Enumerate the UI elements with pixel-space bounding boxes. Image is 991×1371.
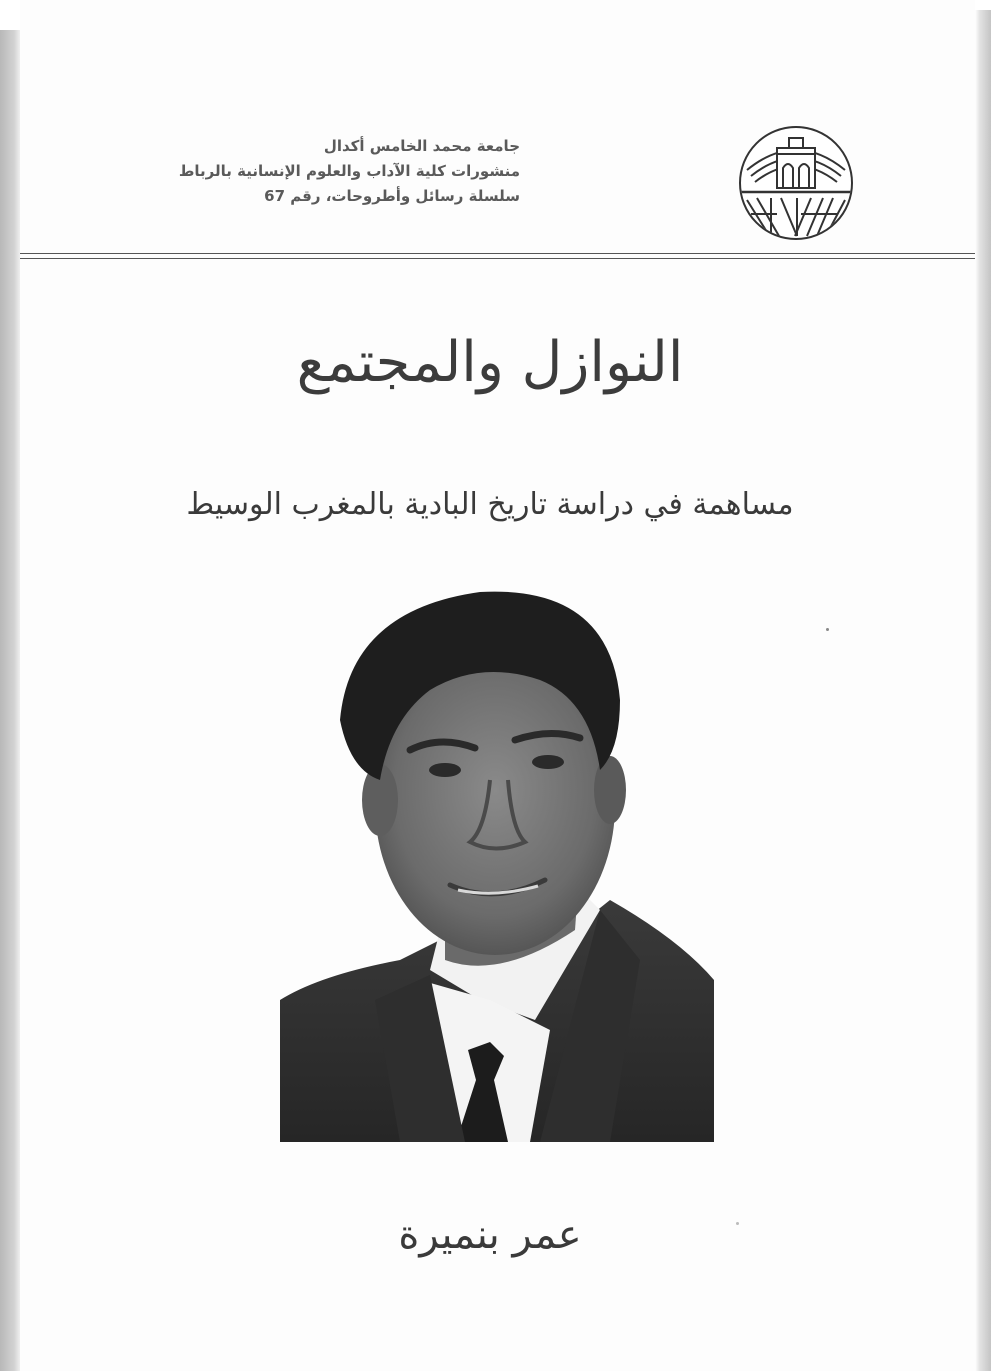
header-divider-bottom	[20, 258, 975, 259]
scan-edge-right	[975, 10, 991, 1371]
author-name: عمر بنميرة	[398, 1212, 582, 1258]
author-portrait	[280, 580, 714, 1142]
scan-speck	[736, 1222, 739, 1225]
book-subtitle: مساهمة في دراسة تاريخ البادية بالمغرب الوسيط	[186, 487, 794, 522]
university-emblem-icon	[737, 124, 855, 242]
faculty-publications: منشورات كلية الآداب والعلوم الإنسانية بالرباط	[178, 162, 520, 180]
series-number: سلسلة رسائل وأطروحات، رقم 67	[264, 187, 520, 205]
university-name: جامعة محمد الخامس أكدال	[323, 137, 520, 155]
publisher-header	[120, 134, 520, 209]
header-divider-top	[20, 253, 975, 254]
scan-edge-left	[0, 30, 20, 1371]
scan-speck	[826, 628, 829, 631]
book-title: النوازل والمجتمع	[296, 330, 684, 395]
